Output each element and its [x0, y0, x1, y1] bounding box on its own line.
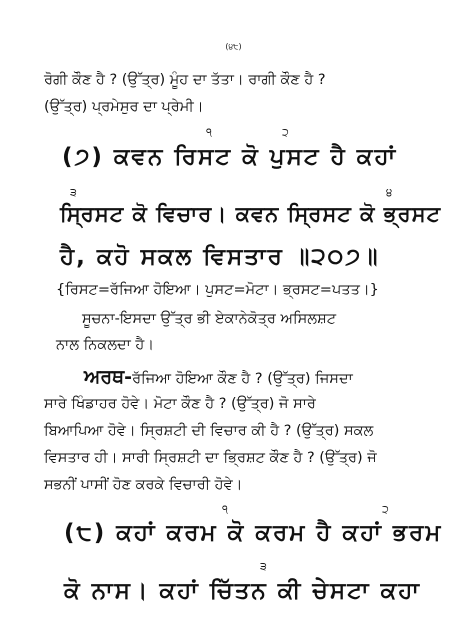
meaning-line-1 — [84, 366, 353, 388]
footnote-mark: ੪ — [386, 186, 393, 199]
footnote-mark: ੩ — [260, 560, 267, 573]
note-line-1: ਸੂਚਨਾ-ਇਸਦਾ ਉੱਤ੍ਰ ਭੀ ਏਕਾਨੇਕੋਤ੍ਰ ਅਸਿਲਸ਼ਟ — [82, 311, 337, 327]
meaning-line-2: ਸਾਰੇ ਖਿੰਡਾਹਰ ਹੋਵੇ। ਮੋਟਾ ਕੌਣ ਹੈ ? (ਉੱਤ੍ਰ) ਜੋ ਸਾਰੇ — [44, 396, 316, 412]
arth-label: ਅਰਥ- — [84, 366, 133, 388]
meaning-line-4: ਵਿਸਤਾਰ ਹੀ। ਸਾਰੀ ਸ੍ਰਿਸ਼ਟੀ ਦਾ ਭ੍ਰਿਸ਼ਟ ਕੌਣ ਹੈ ? (ਉੱਤ੍ਰ) ਜੋ — [44, 450, 377, 466]
footnote-mark: ੧ — [206, 126, 212, 139]
verse-line-4: (੮) ਕਹਾਂ ਕਰਮ ਕੋ ਕਰਮ ਹੈ ਕਹਾਂ ਭਰਮ — [64, 520, 443, 546]
footnote-mark: ੧ — [222, 503, 228, 516]
verse-line-5: ਕੋ ਨਾਸ। ਕਹਾਂ ਚਿੱਤਨ ਕੀ ਚੇਸਟਾ ਕਹਾ — [64, 578, 421, 604]
glossary-line: {ਰਿਸਟ=ਰੱਜਿਆ ਹੋਇਆ। ਪੁਸਟ=ਮੋਟਾ। ਭ੍ਰਸਟ=ਪਤਤ।} — [56, 282, 379, 298]
verse-line-2: ਸ੍ਰਿਸਟ ਕੋ ਵਿਚਾਰ। ਕਵਨ ਸ੍ਰਿਸਟ ਕੋ ਭ੍ਰਸਟ — [60, 202, 442, 226]
verse-line-3: ਹੈ, ਕਹੋ ਸਕਲ ਵਿਸਤਾਰ ॥੨੦੭॥ — [60, 244, 380, 270]
text-line-1: ਰੋਗੀ ਕੌਣ ਹੈ ? (ਉੱਤ੍ਰ) ਮੂੰਹ ਦਾ ਤੱਤਾ। ਰਾਗੀ ਕੌਣ ਹੈ ? — [44, 72, 326, 88]
meaning-line-3: ਬਿਆਪਿਆ ਹੋਵੇ। ਸ੍ਰਿਸ਼ਟੀ ਦੀ ਵਿਚਾਰ ਕੀ ਹੈ ? (ਉੱਤ੍ਰ) ਸਕਲ — [44, 423, 374, 439]
note-line-2: ਨਾਲ ਨਿਕਲਦਾ ਹੈ। — [56, 337, 155, 353]
footnote-mark: ੩ — [70, 186, 77, 199]
page-number: (੪੮) — [225, 42, 242, 51]
meaning-text: ਰੱਜਿਆ ਹੋਇਆ ਕੌਣ ਹੈ ? (ਉੱਤ੍ਰ) ਜਿਸਦਾ — [132, 371, 353, 387]
footnote-mark: ੨ — [282, 126, 289, 139]
meaning-line-5: ਸਭਨੀਂ ਪਾਸੀਂ ਹੋਣ ਕਰਕੇ ਵਿਚਾਰੀ ਹੋਵੇ। — [44, 477, 243, 493]
verse-line-1: (੭) ਕਵਨ ਰਿਸਟ ਕੋ ਪੁਸਟ ਹੈ ਕਹਾਂ — [62, 144, 398, 170]
footnote-mark: ੨ — [382, 503, 389, 516]
text-line-2: (ਉੱਤ੍ਰ) ਪ੍ਰਮੇਸੁਰ ਦਾ ਪ੍ਰੇਮੀ। — [44, 99, 204, 115]
